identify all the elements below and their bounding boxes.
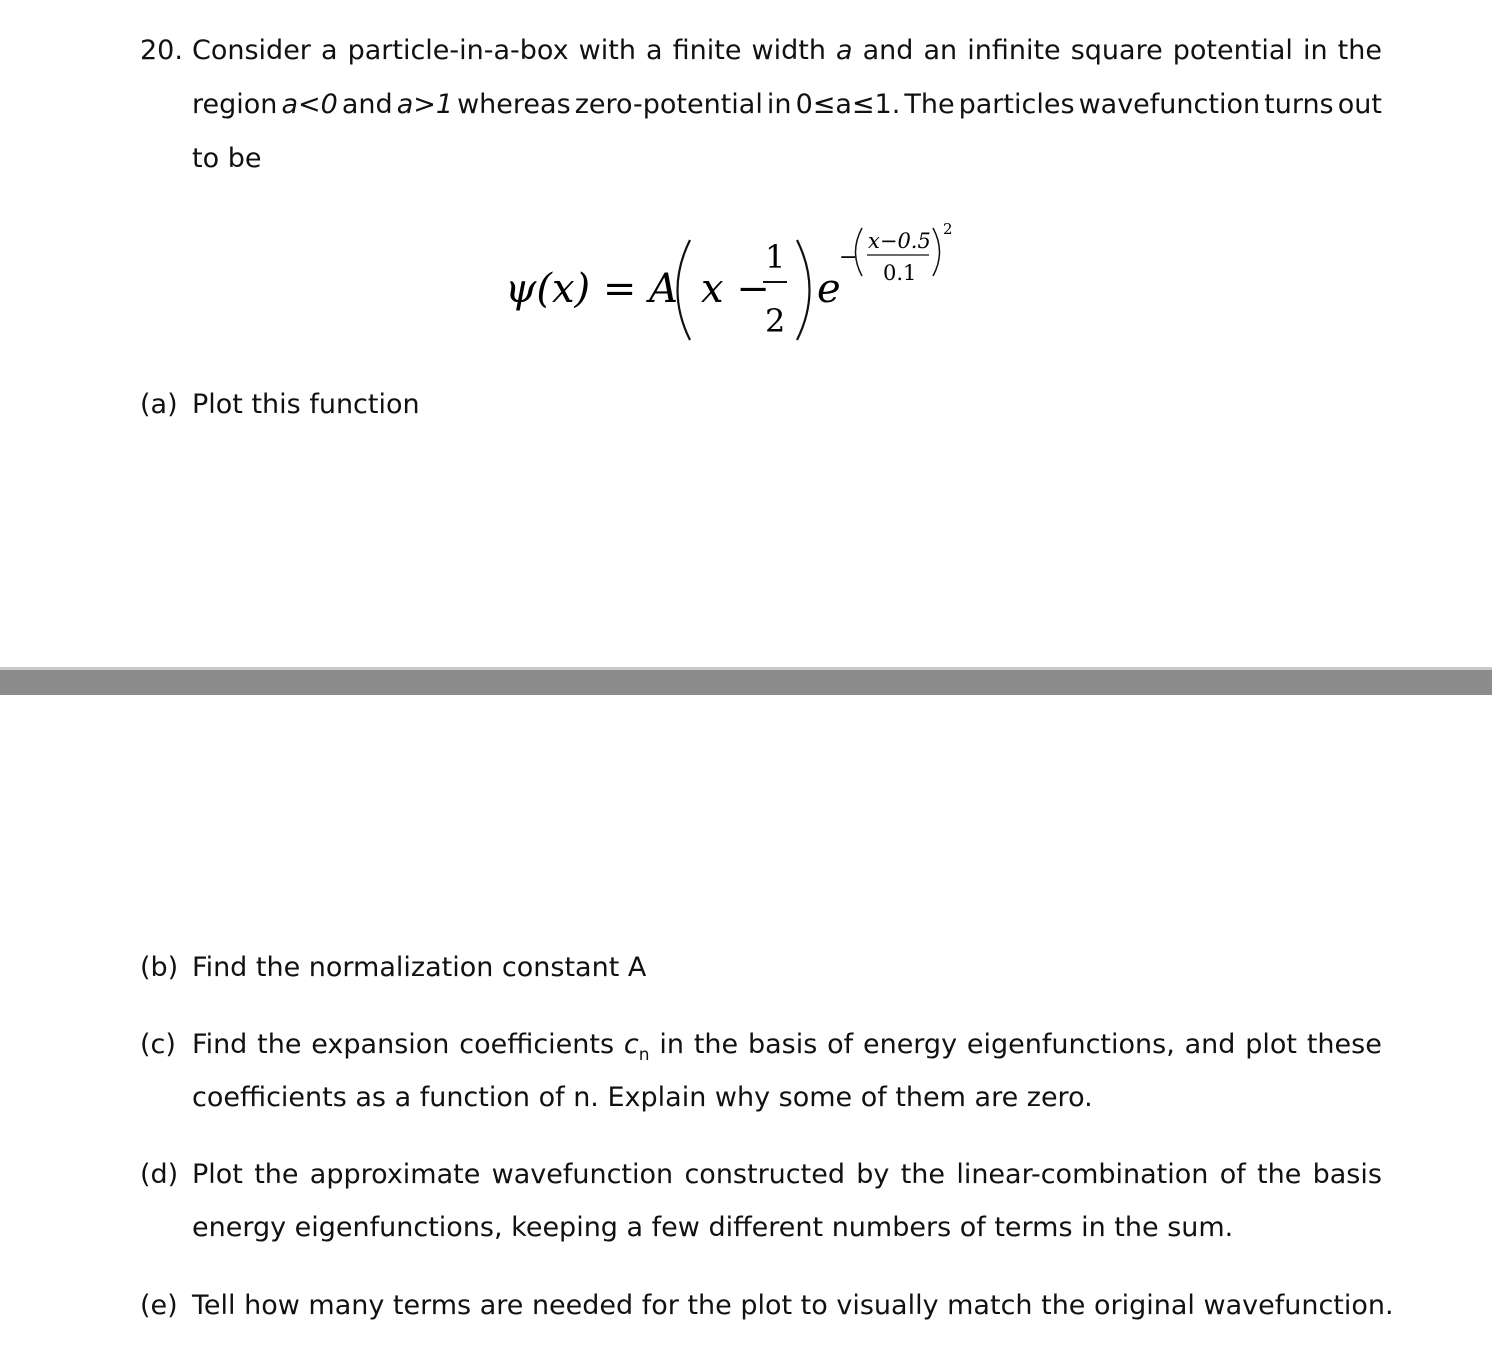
question-line-1: Consider a particle-in-a-box with a finite width a and an infinite square potential in the xyxy=(192,35,1382,66)
exp-numerator: x−0.5 xyxy=(868,229,931,253)
exp-power: 2 xyxy=(943,220,953,238)
page-break xyxy=(0,667,1492,695)
question-number: 20. xyxy=(140,35,183,66)
formula-graphic xyxy=(505,210,965,360)
part-b-text: Find the normalization constant A xyxy=(192,952,647,983)
exp-right-paren xyxy=(933,228,940,276)
part-d-label: (d) xyxy=(140,1159,179,1190)
exp-denominator: 0.1 xyxy=(883,261,917,285)
left-paren xyxy=(678,240,691,340)
part-e-label: (e) xyxy=(140,1290,178,1321)
part-e-text: Tell how many terms are needed for the plot to visually match the original wavefunction. xyxy=(192,1290,1394,1321)
coefficient-symbol: $c_n$ xyxy=(623,1029,650,1065)
exp-base: e xyxy=(817,266,841,312)
wavefunction-formula xyxy=(505,210,965,360)
exp-sign: − xyxy=(839,245,858,270)
part-d-line-2: energy eigenfunctions, keeping a few different numbers of terms in the sum. xyxy=(192,1212,1234,1243)
formula-lhs: ψ(x) = A xyxy=(505,266,678,312)
part-c-label: (c) xyxy=(140,1029,176,1060)
part-c-line-1: Find the expansion coefficients $c_n$ in the basis of energy eigenfunctions, and plot these xyxy=(192,1029,1382,1065)
part-a-text: Plot this function xyxy=(192,389,420,420)
fraction-denominator: 2 xyxy=(765,302,786,340)
part-d-line-1: Plot the approximate wavefunction constructed by the linear-combination of the basis xyxy=(192,1159,1382,1190)
part-b-label: (b) xyxy=(140,952,179,983)
fraction-numerator: 1 xyxy=(765,238,786,276)
part-a-label: (a) xyxy=(140,389,178,420)
question-line-2: region a<0 and a>1 whereas zero-potential in 0≤a≤1. The particles wavefunction turns out xyxy=(192,89,1382,120)
part-c-line-2: coefficients as a function of n. Explain why some of them are zero. xyxy=(192,1082,1093,1113)
formula-factor-x: x − xyxy=(701,266,770,312)
question-line-3: to be xyxy=(192,143,262,174)
right-paren xyxy=(797,240,810,340)
